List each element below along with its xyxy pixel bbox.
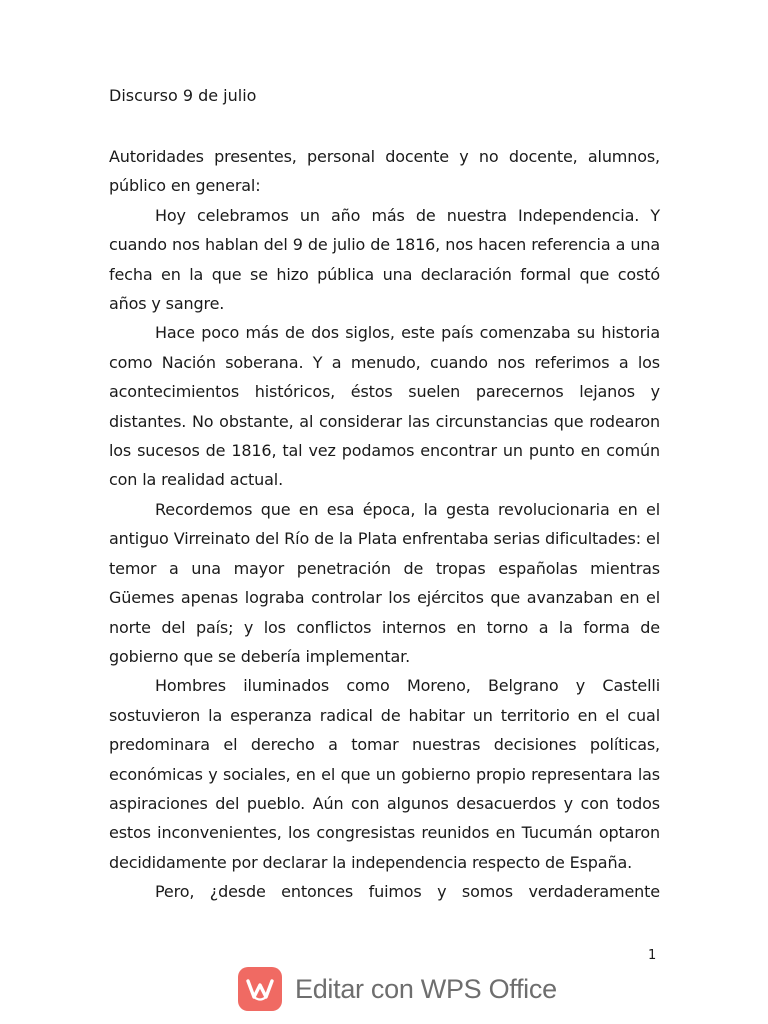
paragraph-continued: Pero, ¿desde entonces fuimos y somos verdaderamente xyxy=(155,882,660,902)
wps-banner-label: Editar con WPS Office xyxy=(295,973,557,1004)
document-body xyxy=(109,142,660,906)
page-number: 1 xyxy=(648,948,657,963)
paragraph: Recordemos que en esa época, la gesta revolucionaria en el antiguo Virreinato del Río de la Plata enfrentaba serias dificultades: el temor a una mayor penetración de tropas españolas mientras Güemes apenas lograba controlar los ejércitos que avanzaban en el norte del país; y los conflictos internos en torno a la forma de gobierno que se debería implementar. xyxy=(109,499,660,666)
edit-with-wps-banner[interactable] xyxy=(238,966,557,1012)
document-title: Discurso 9 de julio xyxy=(109,86,257,105)
wps-logo-icon xyxy=(238,967,282,1011)
paragraph-greeting: Autoridades presentes, personal docente y no docente, alumnos, público en general: xyxy=(109,147,660,196)
paragraph: Hace poco más de dos siglos, este país comenzaba su historia como Nación soberana. Y a menudo, cuando nos referimos a los acontecimientos históricos, éstos suelen parecernos lejanos y distantes. No obstante, al considerar las circunstancias que rodearon los sucesos de 1816, tal vez podamos encontrar un punto en común con la realidad actual. xyxy=(109,323,660,490)
paragraph: Hoy celebramos un año más de nuestra Independencia. Y cuando nos hablan del 9 de julio de 1816, nos hacen referencia a una fecha en la que se hizo pública una declaración formal que costó años y sangre. xyxy=(109,205,660,314)
paragraph: Hombres iluminados como Moreno, Belgrano y Castelli sostuvieron la esperanza radical de habitar un territorio en el cual predominara el derecho a tomar nuestras decisiones políticas, económicas y sociales, en el que un gobierno propio representara las aspiraciones del pueblo. Aún con algunos desacuerdos y con todos estos inconvenientes, los congresistas reunidos en Tucumán optaron decididamente por declarar la independencia respecto de España. xyxy=(109,676,660,872)
